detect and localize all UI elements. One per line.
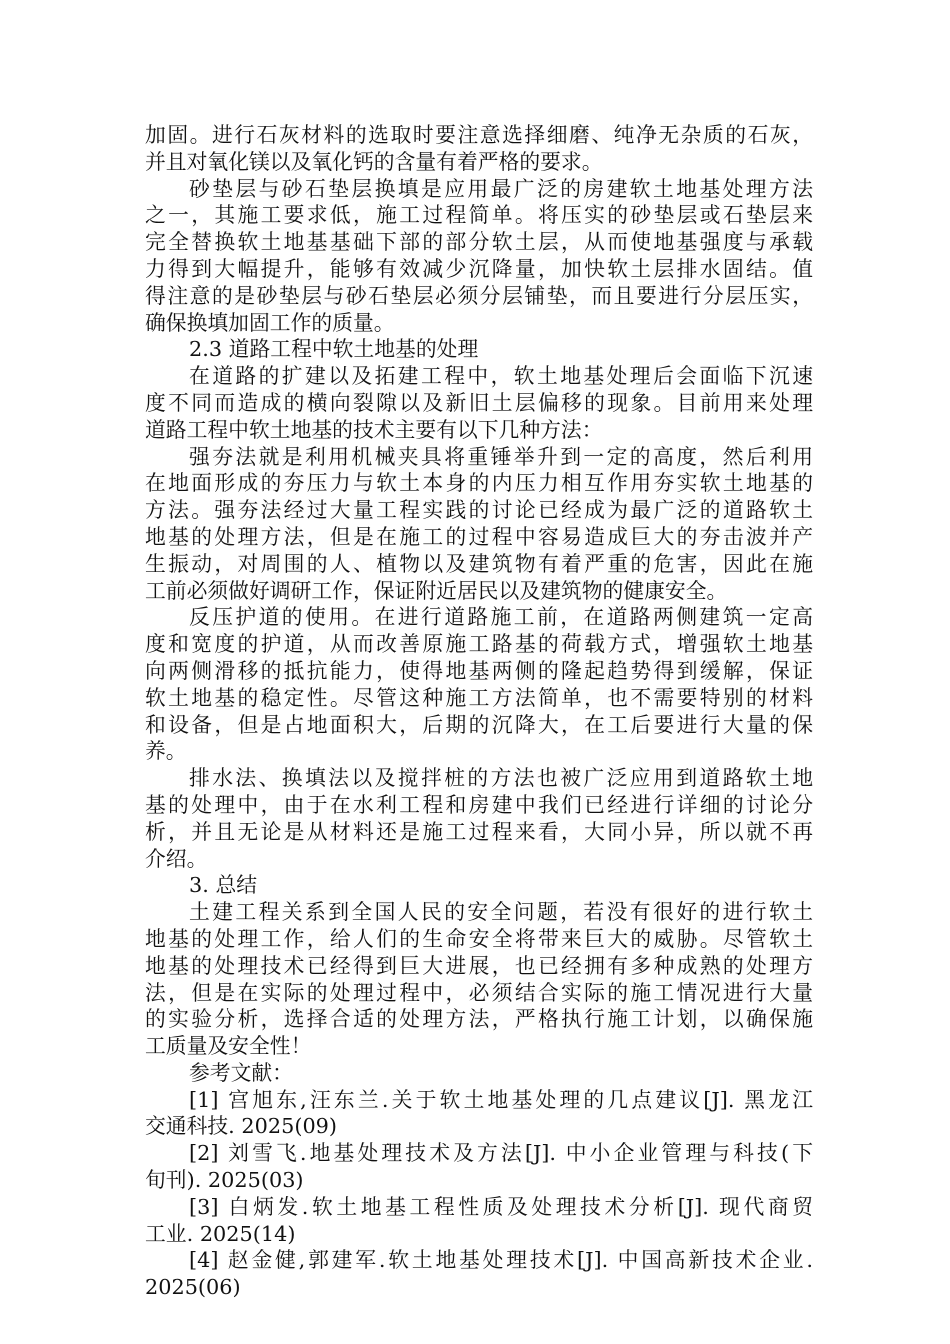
text-line: 和设备，但是占地面积大，后期的沉降大，在工后要进行大量的保 <box>145 712 813 737</box>
text-line: 析，并且无论是从材料还是施工过程来看，大同小异，所以就不再 <box>145 819 813 844</box>
text-line: 向两侧滑移的抵抗能力，使得地基两侧的隆起趋势得到缓解，保证 <box>145 658 813 683</box>
text-line: 度不同而造成的横向裂隙以及新旧土层偏移的现象。目前用来处理 <box>145 390 813 415</box>
text-line: 法，但是在实际的处理过程中，必须结合实际的施工情况进行大量 <box>145 980 813 1005</box>
text-line: 之一，其施工要求低，施工过程简单。将压实的砂垫层或石垫层来 <box>145 203 813 228</box>
text-line: 工质量及安全性！ <box>145 1034 312 1059</box>
reference-item: [4] 赵金健,郭建军.软土地基处理技术[J]. 中国高新技术企业. <box>189 1248 813 1273</box>
text-line: 的实验分析，选择合适的处理方法，严格执行施工计划，以确保施 <box>145 1007 813 1032</box>
text-line: 并且对氧化镁以及氧化钙的含量有着严格的要求。 <box>145 149 603 174</box>
text-line: 方法。强夯法经过大量工程实践的讨论已经成为最广泛的道路软土 <box>145 498 813 523</box>
text-line: 在道路的扩建以及拓建工程中，软土地基处理后会面临下沉速 <box>189 364 813 389</box>
reference-item-continuation: 交通科技. 2025(09) <box>145 1114 338 1139</box>
text-line: 度和宽度的护道，从而改善原施工路基的荷载方式，增强软土地基 <box>145 632 813 657</box>
text-line: 反压护道的使用。在进行道路施工前，在道路两侧建筑一定高 <box>189 605 813 630</box>
text-line: 生振动，对周围的人、植物以及建筑物有着严重的危害，因此在施 <box>145 551 813 576</box>
text-line: 地基的处理技术已经得到巨大进展，也已经拥有多种成熟的处理方 <box>145 953 813 978</box>
reference-item-continuation: 工业. 2025(14) <box>145 1221 296 1246</box>
text-line: 力得到大幅提升，能够有效减少沉降量，加快软土层排水固结。值 <box>145 256 813 281</box>
text-line: 基的处理中，由于在水利工程和房建中我们已经进行详细的讨论分 <box>145 792 813 817</box>
text-line: 得注意的是砂垫层与砂石垫层必须分层铺垫，而且要进行分层压实， <box>145 283 813 308</box>
document-page <box>145 122 813 1301</box>
section-heading: 3. 总结 <box>189 873 258 898</box>
reference-item: [2] 刘雪飞.地基处理技术及方法[J]. 中小企业管理与科技(下 <box>189 1141 813 1166</box>
reference-item-continuation: 2025(06) <box>145 1275 241 1300</box>
text-line: 软土地基的稳定性。尽管这种施工方法简单，也不需要特别的材料 <box>145 685 813 710</box>
text-line: 介绍。 <box>145 846 208 871</box>
section-heading: 2.3 道路工程中软土地基的处理 <box>189 337 479 362</box>
text-line: 排水法、换填法以及搅拌桩的方法也被广泛应用到道路软土地 <box>189 766 813 791</box>
reference-item-continuation: 旬刊). 2025(03) <box>145 1168 304 1193</box>
text-line: 确保换填加固工作的质量。 <box>145 310 395 335</box>
text-line: 养。 <box>145 739 187 764</box>
reference-item: [1] 宫旭东,汪东兰.关于软土地基处理的几点建议[J]. 黑龙江 <box>189 1087 813 1112</box>
text-line: 工前必须做好调研工作，保证附近居民以及建筑物的健康安全。 <box>145 578 728 603</box>
text-line: 土建工程关系到全国人民的安全问题，若没有很好的进行软土 <box>189 900 813 925</box>
text-line: 地基的处理工作，给人们的生命安全将带来巨大的威胁。尽管软土 <box>145 926 813 951</box>
text-line: 完全替换软土地基基础下部的部分软土层，从而使地基强度与承载 <box>145 230 813 255</box>
text-line: 强夯法就是利用机械夹具将重锤举升到一定的高度，然后利用 <box>189 444 813 469</box>
reference-item: [3] 白炳发.软土地基工程性质及处理技术分析[J]. 现代商贸 <box>189 1194 813 1219</box>
text-line: 地基的处理方法，但是在施工的过程中容易造成巨大的夯击波并产 <box>145 524 813 549</box>
text-line: 道路工程中软土地基的技术主要有以下几种方法： <box>145 417 603 442</box>
text-line: 加固。进行石灰材料的选取时要注意选择细磨、纯净无杂质的石灰， <box>145 123 813 147</box>
references-heading: 参考文献： <box>189 1060 293 1085</box>
text-line: 在地面形成的夯压力与软土本身的内压力相互作用夯实软土地基的 <box>145 471 813 496</box>
text-line: 砂垫层与砂石垫层换填是应用最广泛的房建软土地基处理方法 <box>189 176 813 201</box>
